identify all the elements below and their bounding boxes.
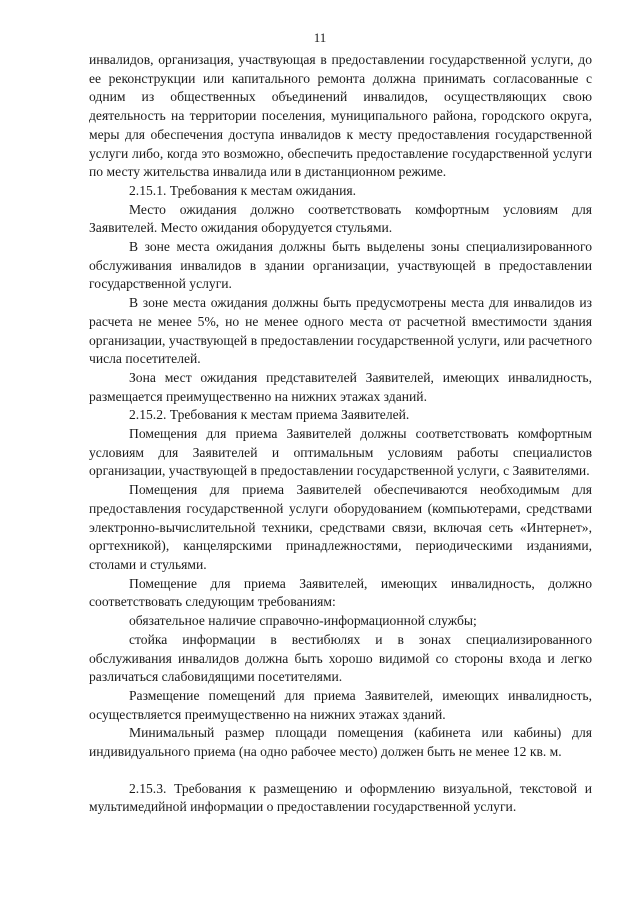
list-item: стойка информации в вестибюлях и в зонах специализированного обслуживания инвалидов должна быть хорошо видимой со стороны входа и легко различаться слабовидящими посетителями. (89, 631, 592, 685)
paragraph-continuation: инвалидов, организация, участвующая в предоставлении государственной услуги, до ее реконструкции или капитального ремонта должна принимать согласованные с одним из общественных объединений инвалидов, осуществляющих свою деятельность на территории поселения, муниципального района, городского округа, меры для обеспечения доступа инвалидов к месту предоставления государственной услуги либо, когда это возможно, обеспечить предоставление государственной услуги по месту жительства инвалида или в дистанционном режиме. (89, 52, 592, 180)
paragraph: Минимальный размер площади помещения (кабинета или кабины) для индивидуального приема (на одно рабочее место) должен быть не менее 12 кв. м. (89, 725, 592, 760)
document-body (89, 51, 592, 817)
section-heading-2-15-1: 2.15.1. Требования к местам ожидания. (129, 182, 357, 198)
paragraph: В зоне места ожидания должны быть предусмотрены места для инвалидов из расчета не менее 5%, но не менее одного места от расчетной вместимости здания организации, участвующей в предоставлении государственной услуги, или расчетного числа посетителей. (89, 295, 592, 367)
list-item: обязательное наличие справочно-информационной службы; (129, 613, 477, 629)
paragraph: В зоне места ожидания должны быть выделены зоны специализированного обслуживания инвалидов в здании организации, участвующей в предоставлении государственной услуги. (89, 239, 592, 292)
paragraph: Зона мест ожидания представителей Заявителей, имеющих инвалидность, размещается преимущественно на нижних этажах зданий. (89, 369, 592, 404)
section-heading-2-15-3: 2.15.3. Требования к размещению и оформлению визуальной, текстовой и мультимедийной информации о предоставлении государственной услуги. (89, 780, 592, 815)
section-heading-2-15-2: 2.15.2. Требования к местам приема Заявителей. (129, 407, 410, 423)
page-number: 11 (313, 30, 327, 45)
paragraph: Место ожидания должно соответствовать комфортным условиям для Заявителей. Место ожидания оборудуется стульями. (89, 201, 592, 236)
paragraph: Помещения для приема Заявителей должны соответствовать комфортным условиям для Заявителей и оптимальным условиям работы специалистов организации, участвующей в предоставлении государственной услуги, с Заявителями. (89, 426, 592, 479)
paragraph: Помещения для приема Заявителей обеспечиваются необходимым для предоставления государственной услуги оборудованием (компьютерами, средствами электронно-вычислительной техники, средствами связи, включая сеть «Интернет», оргтехникой), канцелярскими принадлежностями, периодическими изданиями, столами и стульями. (89, 482, 592, 572)
paragraph: Помещение для приема Заявителей, имеющих инвалидность, должно соответствовать следующим требованиям: (89, 575, 592, 610)
paragraph: Размещение помещений для приема Заявителей, имеющих инвалидность, осуществляется преимущественно на нижних этажах зданий. (89, 687, 592, 722)
